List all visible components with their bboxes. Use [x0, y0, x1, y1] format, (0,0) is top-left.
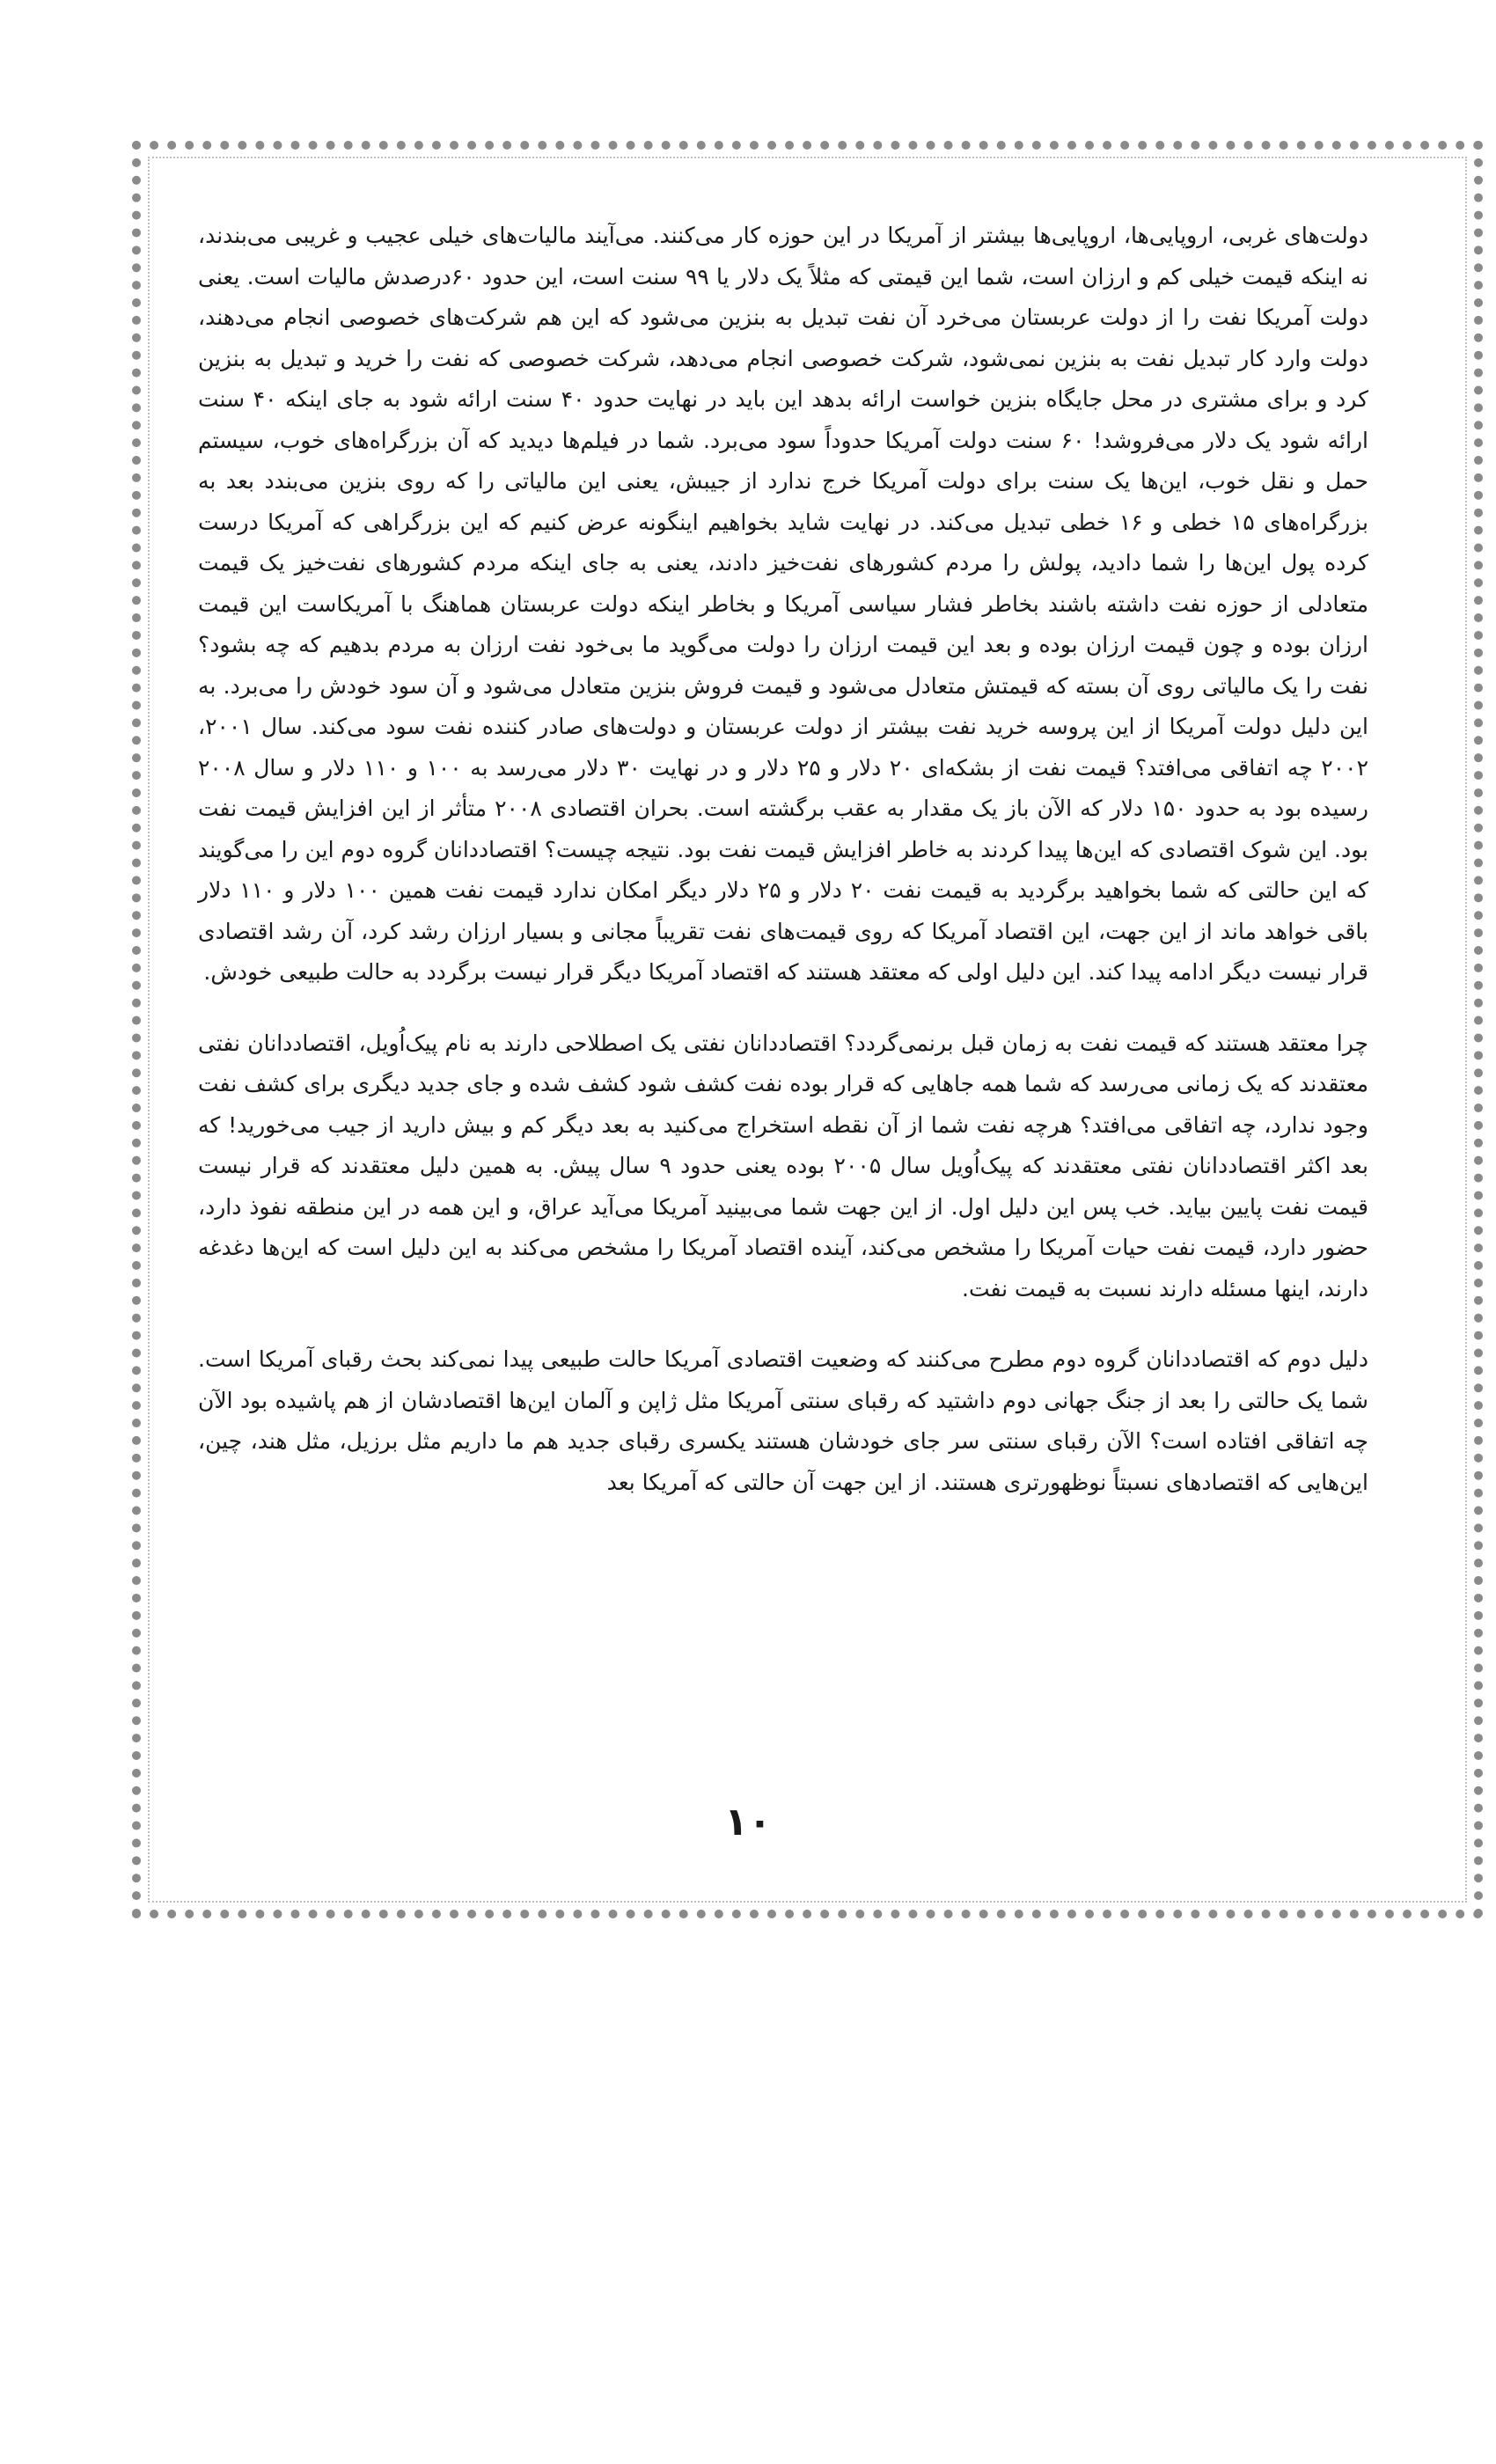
paragraph-1: دولت‌های غربی، اروپایی‌ها، اروپایی‌ها بیشتر از آمریکا در این حوزه کار می‌کنند. می‌آیند مالیات‌های خیلی عجیب و غریبی می‌بندند، نه اینکه قیمت خیلی کم و ارزان است، شما این قیمتی که مثلاً یک دلار یا ۹۹ سنت است، این حدود ۶۰درصدش مالیات است. یعنی دولت آمریکا نفت را از دولت عربستان می‌خرد آن نفت تبدیل به بنزین می‌شود که این هم شرکت‌های خصوصی انجام می‌دهند، دولت وارد کار تبدیل نفت به بنزین نمی‌شود، شرکت خصوصی انجام می‌دهد، شرکت خصوصی که نفت را خرید و تبدیل به بنزین کرد و برای مشتری در محل جایگاه بنزین خواست ارائه بدهد این باید در نهایت حدود ۴۰ سنت ارائه شود به جای اینکه ۴۰ سنت ارائه شود یک دلار می‌فروشد! ۶۰ سنت دولت آمریکا حدوداً سود می‌برد. شما در فیلم‌ها دیدید که آن بزرگراه‌های خوب، سیستم حمل و نقل خوب، این‌ها یک سنت برای دولت آمریکا خرج ندارد از جیبش، یعنی این مالیاتی را که روی بنزین می‌بندد بعد به بزرگراه‌های ۱۵ خطی و ۱۶ خطی تبدیل می‌کند. در نهایت شاید بخواهیم اینگونه عرض کنیم که این بزرگراهی که آمریکا درست کرده پول این‌ها را شما دادید، پولش را مردم کشورهای نفت‌خیز دادند، یعنی به جای اینکه مردم کشورهای نفت‌خیز یک قیمت متعادلی از حوزه نفت داشته باشند بخاطر فشار سیاسی آمریکا و بخاطر اینکه دولت عربستان هماهنگ با آمریکاست این قیمت ارزان بوده و چون قیمت ارزان بوده و بعد این قیمت ارزان را دولت می‌گوید ما بی‌خود نفت ارزان به مردم بدهیم که چه بشود؟ نفت را یک مالیاتی روی آن بسته که قیمتش متعادل می‌شود و قیمت فروش بنزین متعادل می‌شود و آن سود خودش را می‌برد. به این دلیل دولت آمریکا از این پروسه خرید نفت بیشتر از دولت عربستان و دولت‌های صادر کننده نفت سود می‌کند. سال ۲۰۰۱، ۲۰۰۲ چه اتفاقی می‌افتد؟ قیمت نفت از بشکه‌ای ۲۰ دلار و ۲۵ دلار و در نهایت ۳۰ دلار می‌رسد به ۱۰۰ و ۱۱۰ دلار و سال ۲۰۰۸ رسیده بود به حدود ۱۵۰ دلار که الآن باز یک مقدار به عقب برگشته است. بحران اقتصادی ۲۰۰۸ متأثر از این افزایش قیمت نفت بود. این شوک اقتصادی که این‌ها پیدا کردند به خاطر افزایش قیمت نفت بود. نتیجه چیست؟ اقتصاددانان گروه دوم این را می‌گویند که این حالتی که شما بخواهید برگردید به قیمت نفت ۲۰ دلار و ۲۵ دلار دیگر امکان ندارد قیمت نفت همین ۱۰۰ دلار و ۱۱۰ دلار باقی خواهد ماند از این جهت، این اقتصاد آمریکا که روی قیمت‌های نفت تقریباً مجانی و بسیار ارزان رشد کرد، آن رشد اقتصادی قرار نیست دیگر ادامه پیدا کند. این دلیل اولی که معتقد هستند که اقتصاد آمریکا دیگر قرار نیست برگردد به حالت طبیعی خودش.	[198, 223, 1369, 985]
paragraph-3: دلیل دوم که اقتصاددانان گروه دوم مطرح می‌کنند که وضعیت اقتصادی آمریکا حالت طبیعی پیدا نمی‌کند بحث رقبای آمریکا است. شما یک حالتی را بعد از جنگ جهانی دوم داشتید که رقبای سنتی آمریکا مثل ژاپن و آلمان این‌ها اقتصادشان از هم پاشیده بود الآن چه اتفاقی افتاده است؟ الآن رقبای سنتی سر جای خودشان هستند یکسری رقبای جدید هم ما داریم مثل برزیل، مثل هند، چین، این‌هایی که اقتصادهای نسبتاً نوظهورتری هستند. از این جهت آن حالتی که آمریکا بعد	[198, 1346, 1368, 1495]
page-number: ۱۰	[724, 1800, 772, 1844]
page-body	[198, 216, 1368, 1533]
paragraph-2: چرا معتقد هستند که قیمت نفت به زمان قبل برنمی‌گردد؟ اقتصاددانان نفتی یک اصطلاحی دارند به نام پیک‌اُویل، اقتصاددانان نفتی معتقدند که یک زمانی می‌رسد که شما همه جاهایی که قرار بوده نفت کشف شود کشف شده و جای جدید دیگری برای کشف نفت وجود ندارد، چه اتفاقی می‌افتد؟ هرچه نفت شما از آن نقطه استخراج می‌کنید به بعد دیگر کم و بیش دارید از جیب می‌خورید! که بعد اکثر اقتصاددانان نفتی معتقدند که پیک‌اُویل سال ۲۰۰۵ بوده یعنی حدود ۹ سال پیش. به همین دلیل معتقدند که قرار نیست قیمت نفت پایین بیاید. خب پس این دلیل اول. از این جهت شما می‌بینید آمریکا می‌آید عراق، و این همه در این منطقه نفوذ دارد، حضور دارد، قیمت نفت حیات آمریکا را مشخص می‌کند، آینده اقتصاد آمریکا را مشخص می‌کند به این دلیل است که این‌ها دغدغه دارند، اینها مسئله دارند نسبت به قیمت نفت.	[198, 1030, 1369, 1302]
